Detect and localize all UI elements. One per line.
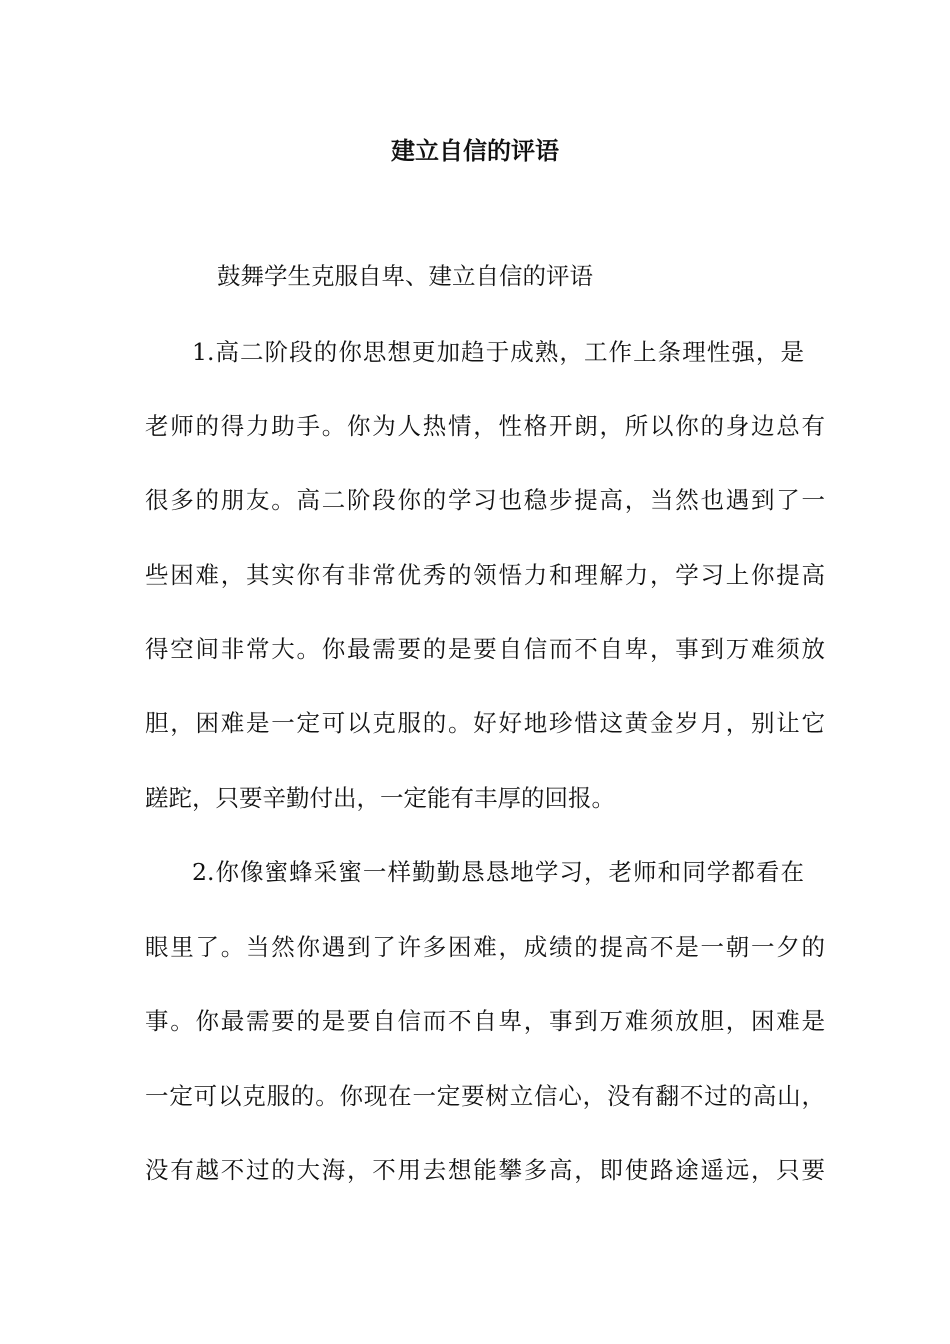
paragraph-1-line-7: 蹉跎，只要辛勤付出，一定能有丰厚的回报。 [145,784,615,812]
paragraph-1-line-5: 得空间非常大。你最需要的是要自信而不自卑，事到万难须放 [145,635,825,663]
paragraph-1-line-6: 胆，困难是一定可以克服的。好好地珍惜这黄金岁月，别让它 [145,709,825,737]
paragraph-2-line-3: 事。你最需要的是要自信而不自卑，事到万难须放胆，困难是 [145,1007,825,1035]
document-title: 建立自信的评语 [391,136,559,165]
paragraph-1-line-1: 1.高二阶段的你思想更加趋于成熟，工作上条理性强，是 [192,338,804,366]
paragraph-2-line-4: 一定可以克服的。你现在一定要树立信心，没有翻不过的高山， [145,1082,825,1110]
paragraph-1-line-3: 很多的朋友。高二阶段你的学习也稳步提高，当然也遇到了一 [145,486,825,514]
paragraph-1-line-4: 些困难，其实你有非常优秀的领悟力和理解力，学习上你提高 [145,561,825,589]
paragraph-2-line-5: 没有越不过的大海，不用去想能攀多高，即使路途遥远，只要 [145,1156,825,1184]
paragraph-2-line-1: 2.你像蜜蜂采蜜一样勤勤恳恳地学习，老师和同学都看在 [192,858,804,886]
paragraph-1-line-2: 老师的得力助手。你为人热情，性格开朗，所以你的身边总有 [145,412,825,440]
paragraph-2-line-2: 眼里了。当然你遇到了许多困难，成绩的提高不是一朝一夕的 [145,933,825,961]
document-subtitle: 鼓舞学生克服自卑、建立自信的评语 [217,262,593,290]
